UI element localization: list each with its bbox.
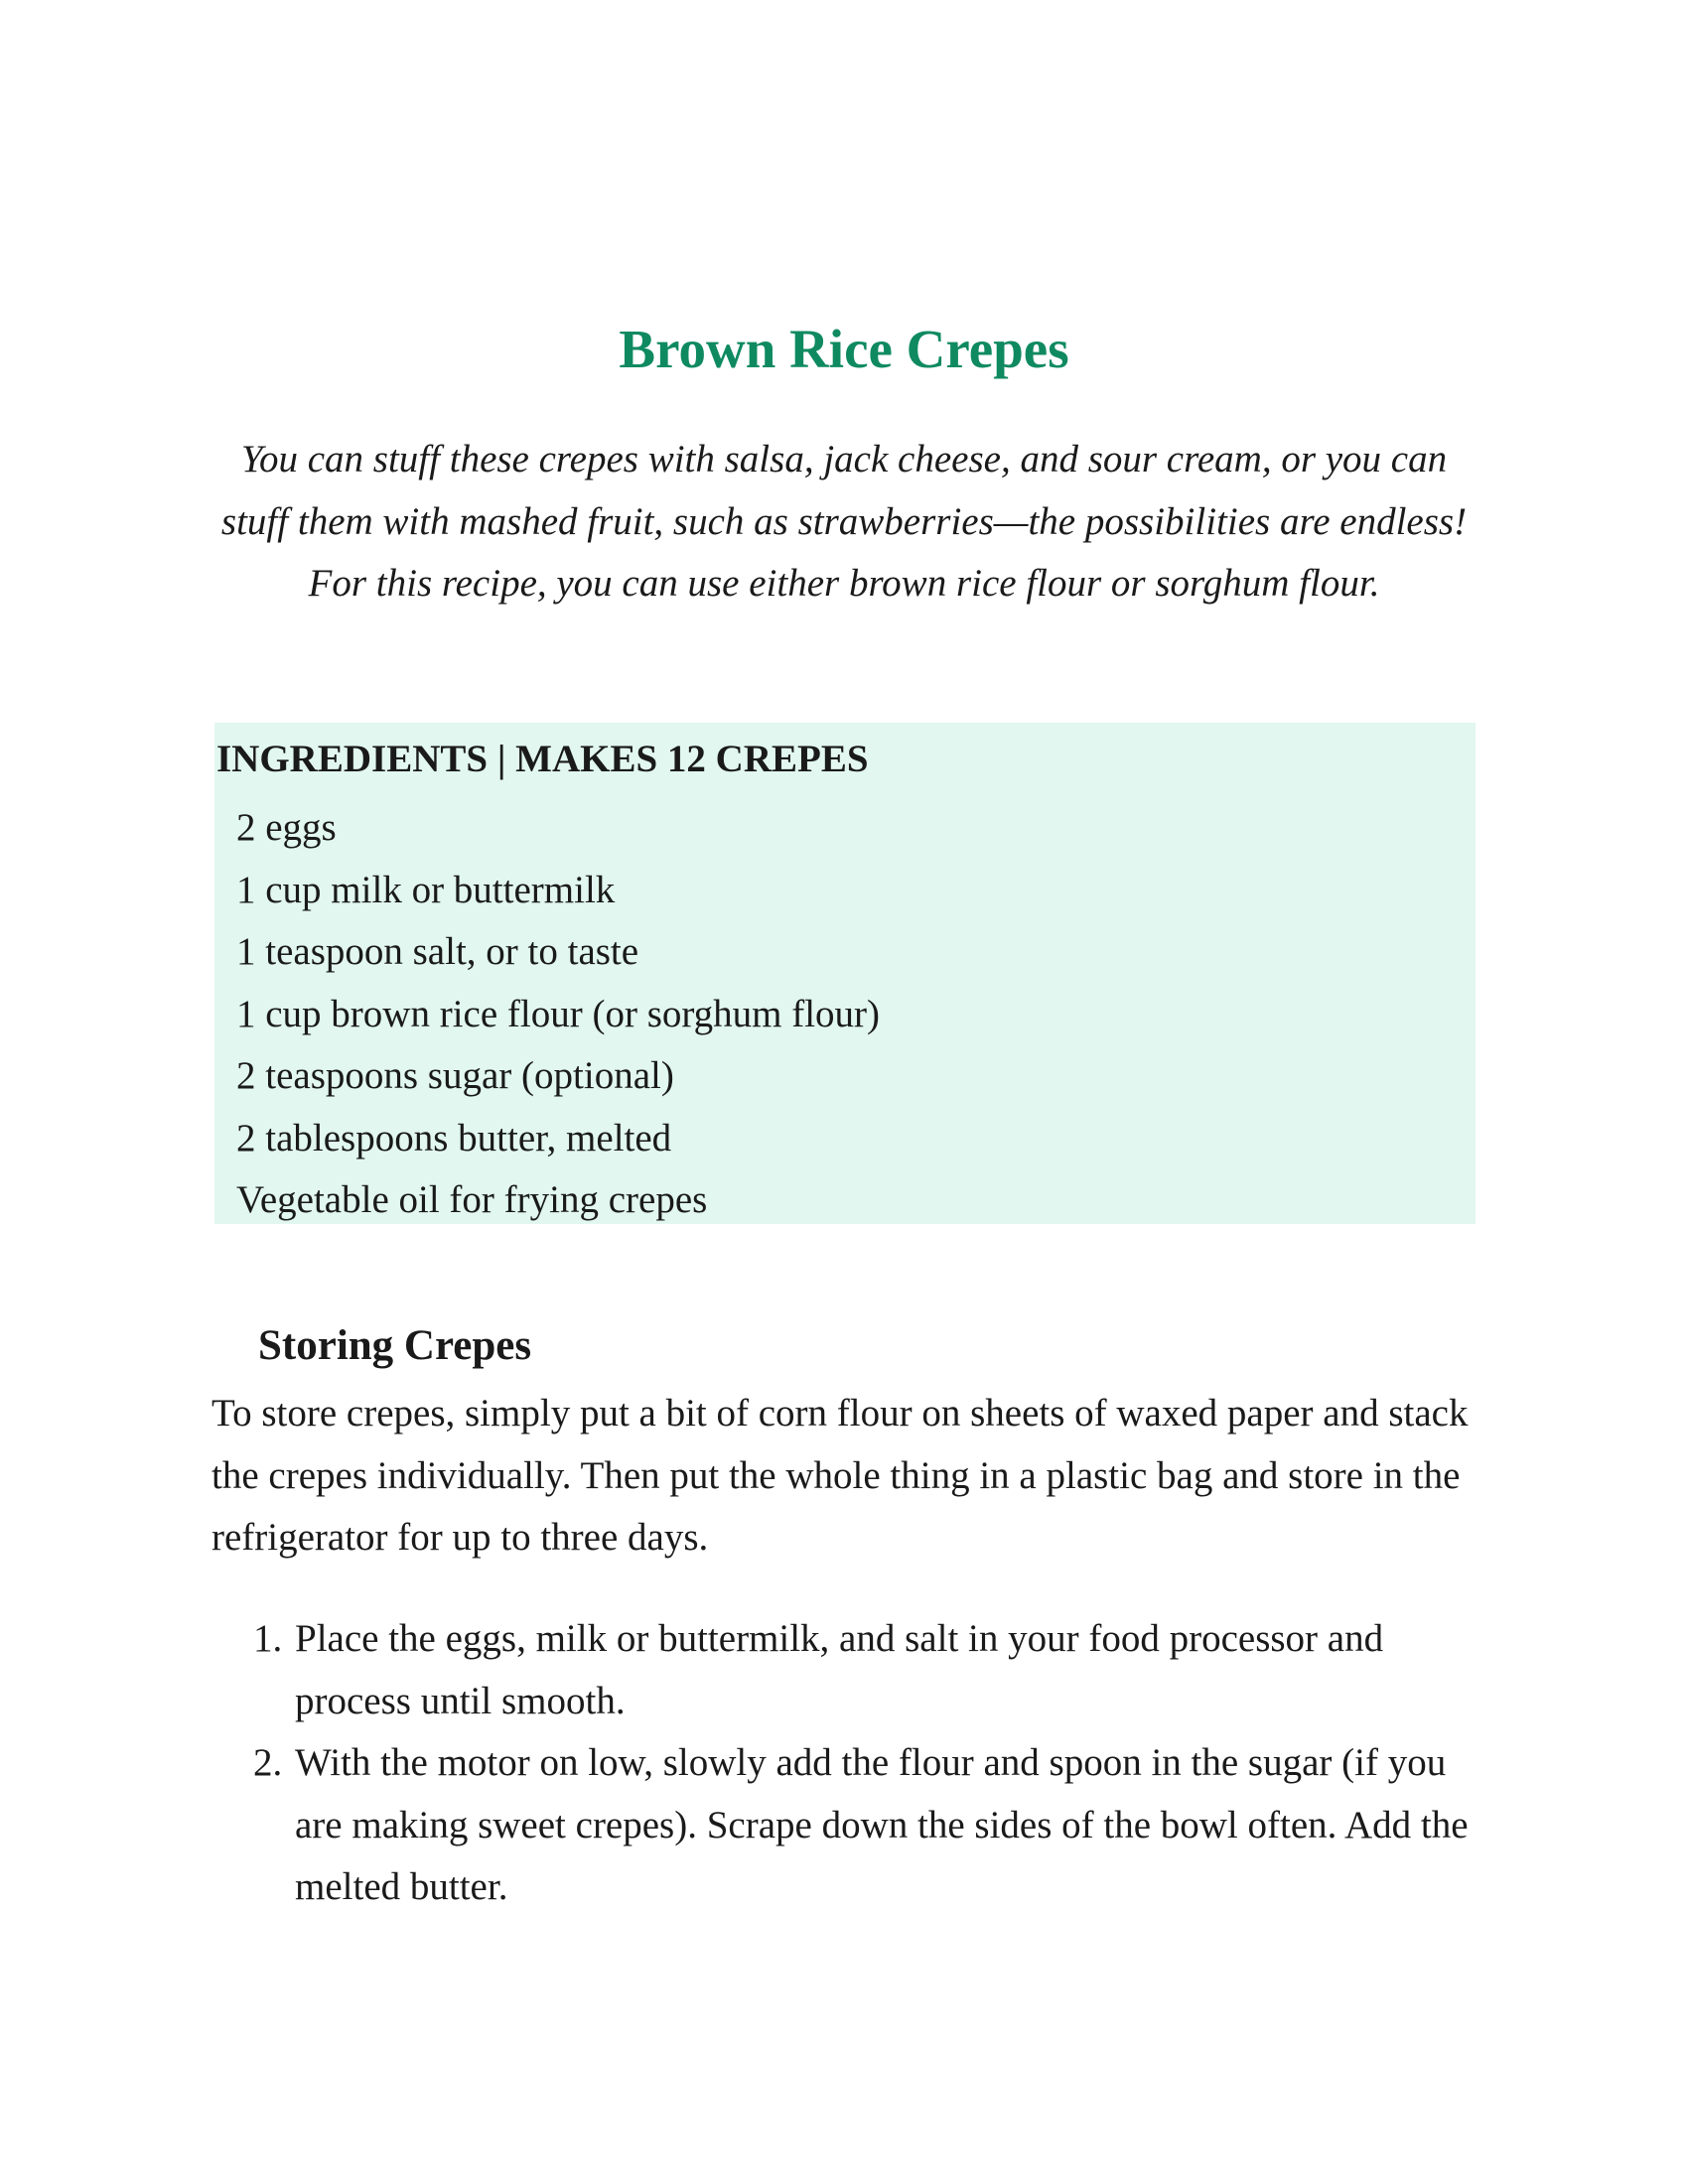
storing-heading: Storing Crepes: [258, 1322, 532, 1369]
ingredient-item: 2 tablespoons butter, melted: [236, 1116, 672, 1160]
storing-text: To store crepes, simply put a bit of corn flour on sheets of waxed paper and stack the crepes individually. Then put the whole thing in a plastic bag and store in the refrigerator for up to three days.: [211, 1392, 1469, 1559]
step-item: [211, 1608, 1492, 1732]
step-text: With the motor on low, slowly add the flour and spoon in the sugar (if you are making sweet crepes). Scrape down the sides of the bowl often. Add the melted butter.: [295, 1741, 1469, 1908]
ingredients-list: [236, 797, 880, 1232]
ingredients-box: [214, 723, 1476, 1224]
ingredient-item: 2 eggs: [236, 806, 337, 849]
ingredient-item: 1 cup milk or buttermilk: [236, 868, 616, 911]
ingredient-item: 1 cup brown rice flour (or sorghum flour): [236, 992, 881, 1035]
step-number: 2.: [253, 1741, 283, 1784]
recipe-intro: You can stuff these crepes with salsa, jack cheese, and sour cream, or you can stuff them with mashed fruit, such as strawberries—the possibilities are endless! For this recipe, you can use either brown rice flour or sorghum flour.: [220, 438, 1468, 605]
ingredient-item: 2 teaspoons sugar (optional): [236, 1054, 674, 1097]
ingredient-item: Vegetable oil for frying crepes: [236, 1178, 708, 1221]
ingredients-heading: INGREDIENTS | MAKES 12 CREPES: [216, 738, 869, 780]
step-text: Place the eggs, milk or buttermilk, and salt in your food processor and process until smooth.: [295, 1617, 1384, 1722]
recipe-title: Brown Rice Crepes: [619, 319, 1069, 379]
step-number: 1.: [253, 1617, 283, 1660]
step-item: [211, 1732, 1492, 1919]
ingredient-item: 1 teaspoon salt, or to taste: [236, 930, 639, 973]
steps-list: [211, 1608, 1492, 1919]
